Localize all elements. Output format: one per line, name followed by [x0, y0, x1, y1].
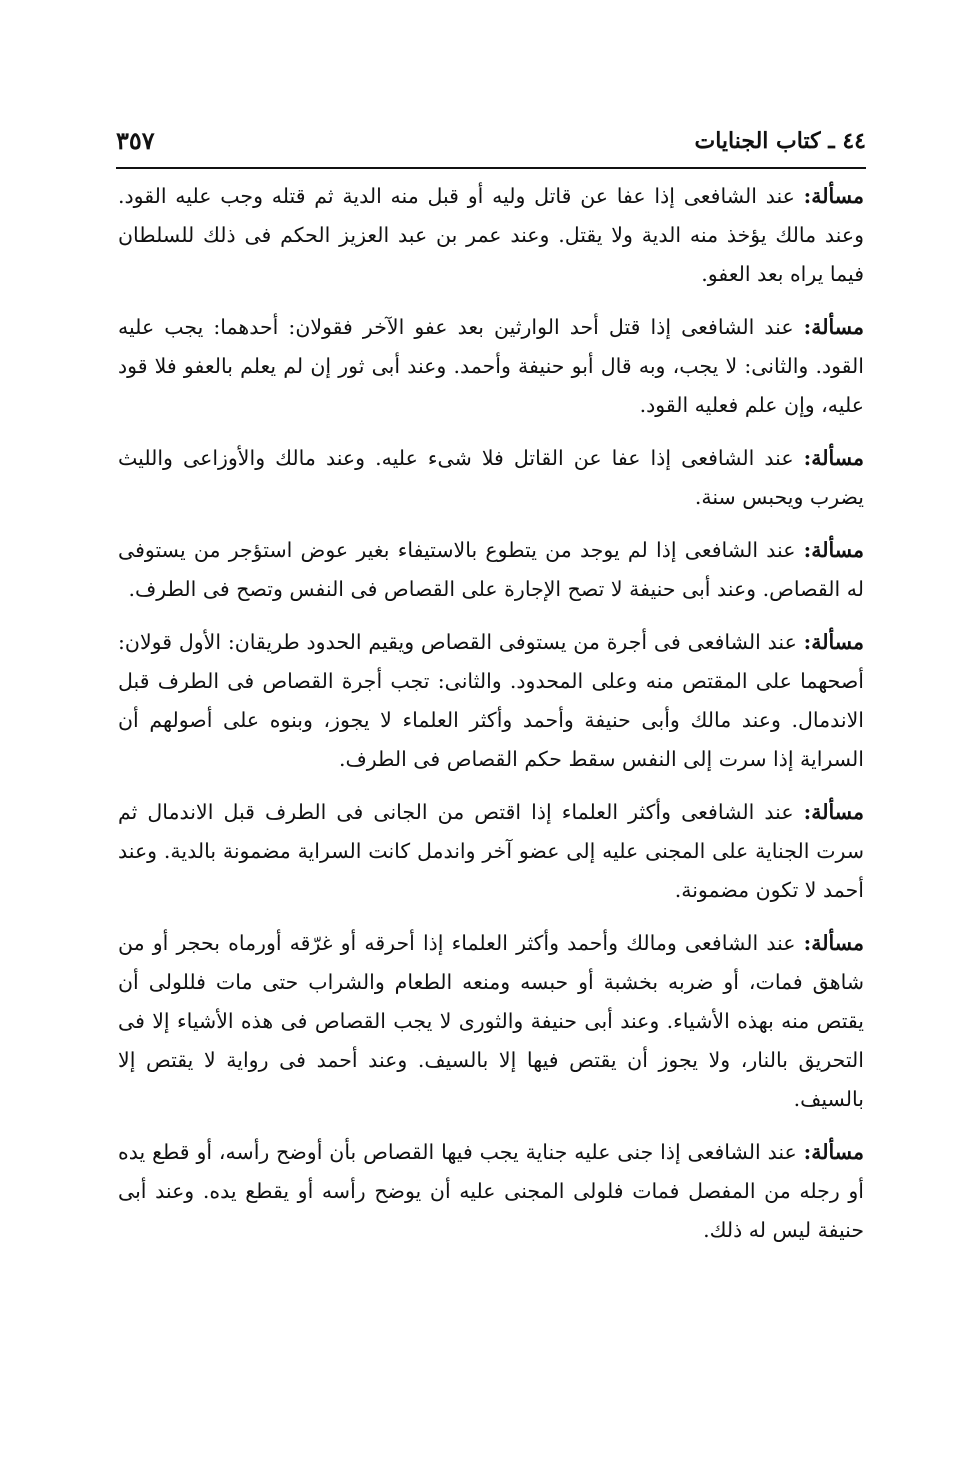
masala-text: عند الشافعى إذا عفا عن قاتل وليه أو قبل منه الدية ثم قتله وجب عليه القود. وعند مالك يؤخذ منه الدية ولا يقتل. وعند عمر بن عبد العزيز الحكم فى ذلك للسلطان فيما يراه بعد العفو. — [118, 184, 864, 286]
masala-text: عند الشافعى ومالك وأحمد وأكثر العلماء إذا أحرقه أو غرّقه أورماه بحجر أو من شاهق فمات، أو ضربه بخشبة أو حبسه ومنعه الطعام والشراب حتى مات فللولى أن يقتص منه بهذه الأشياء. وعند أبى حنيفة والثورى لا يجب القصاص فى هذه الأشياء إلا فى التحريق بالنار، ولا يجوز أن يقتص فيها إلا بالسيف. وعند أحمد فى رواية لا يقتص إلا بالسيف. — [118, 931, 864, 1111]
masala-heading: مسألة: — [803, 538, 864, 562]
masala-text: عند الشافعى إذا عفا عن القاتل فلا شىء عليه. وعند مالك والأوزاعى والليث يضرب ويحبس سنة. — [118, 446, 864, 509]
masala-paragraph — [118, 308, 864, 425]
page-content — [118, 177, 864, 1264]
masala-text: عند الشافعى إذا قتل أحد الوارثين بعد عفو الآخر فقولان: أحدهما: يجب عليه القود. والثانى: لا يجب، وبه قال أبو حنيفة وأحمد. وعند أبى ثور إن لم يعلم بالعفو فلا قود عليه، وإن علم فعليه القود. — [118, 315, 864, 417]
masala-heading: مسألة: — [803, 446, 864, 470]
masala-heading: مسألة: — [803, 931, 864, 955]
masala-text: عند الشافعى وأكثر العلماء إذا اقتص من الجانى فى الطرف قبل الاندمال ثم سرت الجناية على المجنى عليه إلى عضو آخر واندمل كانت السراية مضمونة بالدية. وعند أحمد لا تكون مضمونة. — [118, 800, 864, 902]
masala-paragraph — [118, 439, 864, 517]
masala-heading: مسألة: — [803, 184, 864, 208]
masala-paragraph — [118, 531, 864, 609]
masala-heading: مسألة: — [803, 1140, 864, 1164]
masala-text: عند الشافعى فى أجرة من يستوفى القصاص ويقيم الحدود طريقان: الأول قولان: أصحهما على المقتص منه وعلى المحدود. والثانى: تجب أجرة القصاص فى الطرف قبل الاندمال. وعند مالك وأبى حنيفة وأحمد وأكثر العلماء لا يجوز، وبنوه على أصولهم أن السراية إذا سرت إلى النفس سقط حكم القصاص فى الطرف. — [118, 630, 864, 771]
masala-heading: مسألة: — [803, 800, 864, 824]
page-header — [116, 124, 866, 164]
masala-heading: مسألة: — [803, 630, 864, 654]
header-divider — [116, 167, 866, 169]
masala-paragraph — [118, 1133, 864, 1250]
page-number: ٣٥٧ — [116, 126, 155, 155]
masala-paragraph — [118, 924, 864, 1119]
running-title: ٤٤ ـ كتاب الجنايات — [694, 128, 866, 154]
masala-paragraph — [118, 793, 864, 910]
masala-heading: مسألة: — [803, 315, 864, 339]
masala-text: عند الشافعى إذا لم يوجد من يتطوع بالاستيفاء بغير عوض استؤجر من يستوفى له القصاص. وعند أبى حنيفة لا تصح الإجارة على القصاص فى النفس وتصح فى الطرف. — [118, 538, 864, 601]
masala-text: عند الشافعى إذا جنى عليه جناية يجب فيها القصاص بأن أوضح رأسه، أو قطع يده أو رجله من المفصل فمات فلولى المجنى عليه أن يوضح رأسه أو يقطع يده. وعند أبى حنيفة ليس له ذلك. — [118, 1140, 864, 1242]
masala-paragraph — [118, 623, 864, 779]
masala-paragraph — [118, 177, 864, 294]
